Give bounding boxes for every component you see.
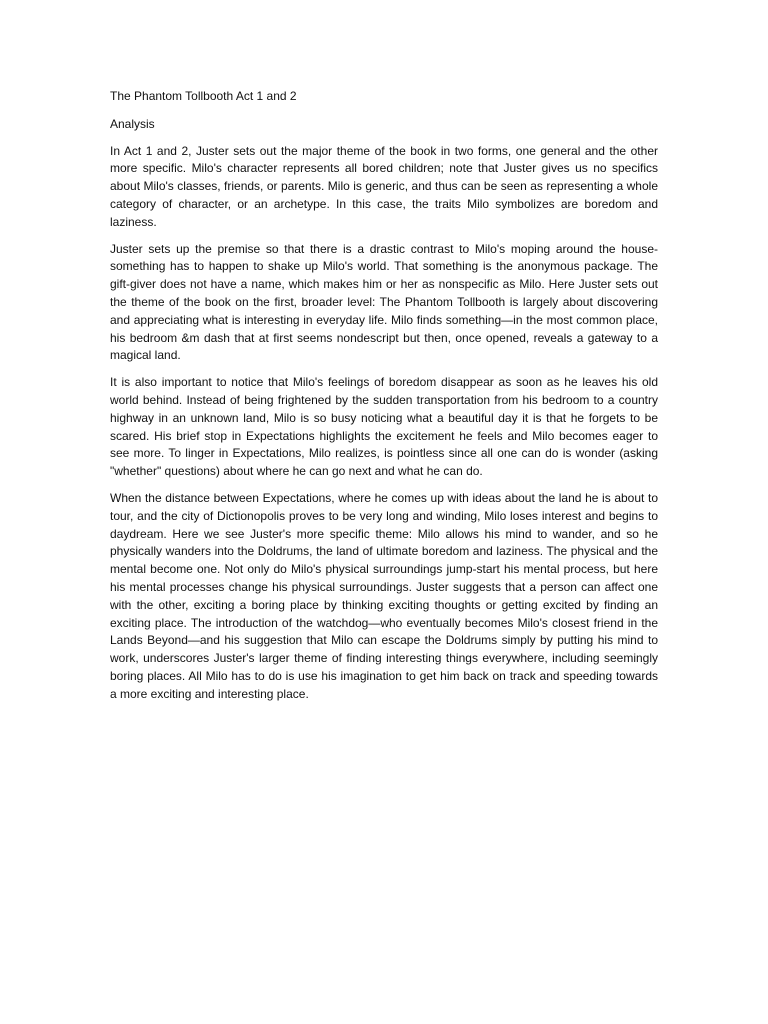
paragraph: When the distance between Expectations, where he comes up with ideas about the land he is about to tour, and the city of Dictionopolis proves to be very long and winding, Milo loses interest and begins to daydream. Here we see Juster's more specific theme: Milo allows his mind to wander, and so he physically wanders into the Doldrums, the land of ultimate boredom and laziness. The physical and the mental become one. Not only do Milo's physical surroundings jump-start his mental process, but here his mental processes change his physical surroundings. Juster suggests that a person can affect one with the other, exciting a boring place by thinking exciting thoughts or getting excited by finding an exciting place. The introduction of the watchdog—who eventually becomes Milo's closest friend in the Lands Beyond—and his suggestion that Milo can escape the Doldrums simply by putting his mind to work, underscores Juster's larger theme of finding interesting things everywhere, including seemingly boring places. All Milo has to do is use his imagination to get him back on track and speeding towards a more exciting and interesting place.	[110, 490, 658, 701]
document-title: The Phantom Tollbooth Act 1 and 2	[110, 89, 297, 103]
paragraph: It is also important to notice that Milo's feelings of boredom disappear as soon as he leaves his old world behind. Instead of being frightened by the sudden transportation from his bedroom to a country highway in an unknown land, Milo is so busy noticing what a beautiful day it is that he forgets to be scared. His brief stop in Expectations highlights the excitement he feels and Milo becomes eager to see more. To linger in Expectations, Milo realizes, is pointless since all one can do is wonder (asking "whether" questions) about where he can go next and what he can do.	[110, 375, 658, 479]
paragraph: In Act 1 and 2, Juster sets out the major theme of the book in two forms, one general and the other more specific. Milo's character represents all bored children; note that Juster gives us no specifics about Milo's classes, friends, or parents. Milo is generic, and thus can be seen as representing a whole category of character, or an archetype. In this case, the traits Milo symbolizes are boredom and laziness.	[110, 143, 658, 229]
paragraph: Juster sets up the premise so that there is a drastic contrast to Milo's moping around the house-something has to happen to shake up Milo's world. That something is the anonymous package. The gift-giver does not have a name, which makes him or her as nonspecific as Milo. Here Juster sets out the theme of the book on the first, broader level: The Phantom Tollbooth is largely about discovering and appreciating what is interesting in everyday life. Milo finds something—in the most common place, his bedroom &m dash that at first seems nondescript but then, once opened, reveals a gateway to a magical land.	[110, 241, 658, 363]
section-heading: Analysis	[110, 116, 155, 131]
document-body	[110, 88, 658, 713]
